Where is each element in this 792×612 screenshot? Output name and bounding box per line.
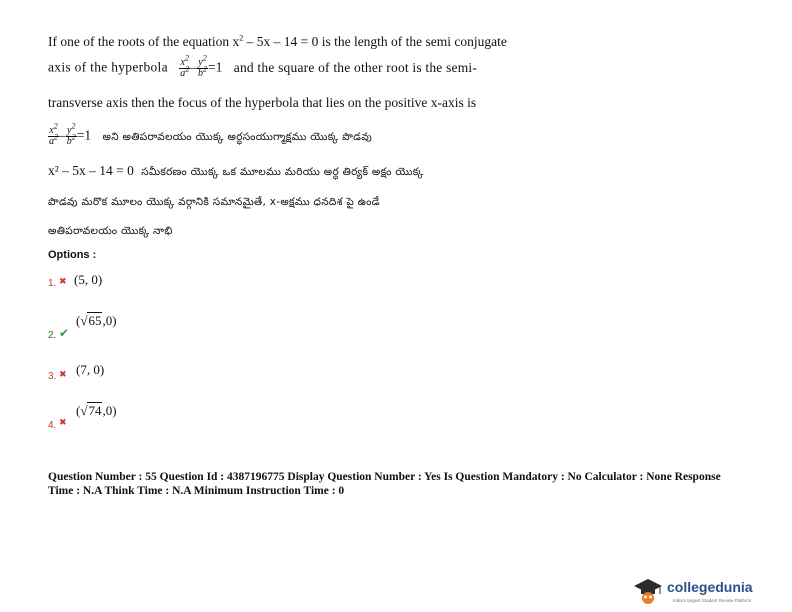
sqrt-sign: √74 (80, 403, 102, 418)
option-4-number: 4. (48, 420, 57, 431)
collegedunia-logo[interactable] (633, 575, 783, 607)
wrong-icon: ✖ (59, 370, 67, 380)
wrong-icon: ✖ (59, 418, 67, 428)
correct-check-icon: ✔ (59, 326, 70, 340)
sqrt-sign: √65 (80, 313, 102, 328)
fraction-x2-a2: $\frac{x^2}{a^2}$ (180, 53, 190, 79)
options-heading: Options : (48, 249, 97, 261)
option-4-value: (√74,0) (76, 403, 117, 418)
graduation-cap-icon (633, 577, 663, 605)
telugu-line-4: అతిపరావలయం యొక్క నాభి (48, 225, 173, 237)
option-2-value: (√65,0) (76, 313, 117, 328)
option-1-value: (5, 0) (74, 272, 103, 287)
option-3-number: 3. (48, 371, 57, 382)
telugu-line-1: $\frac{x^2}{a^2}$ – $\frac{y^2}{b^2}$ =1 అని అతిపరావలయం యొక్క అర్ధసంయుగ్మాక్షము యొక్క పొడవు (49, 121, 373, 147)
meta-line-2: Time : N.A Think Time : N.A Minimum Instruction Time : 0 (48, 485, 345, 497)
meta-line-1: Question Number : 55 Question Id : 4387196775 Display Question Number : Yes Is Question Mandatory : No Calculator : None Response (48, 471, 721, 483)
question-line-2: axis of the hyperbola $\frac{x^2}{a^2}$ – $\frac{y^2}{b^2}$ =1 and the square of the other root is the semi- (48, 53, 478, 79)
logo-wordmark: collegedunia (667, 579, 753, 595)
question-meta (48, 470, 768, 498)
fraction-x2-a2-te: $\frac{x^2}{a^2}$ (49, 121, 58, 147)
option-4[interactable] (48, 402, 168, 434)
option-3[interactable] (48, 360, 168, 382)
telugu-line-3: పొడవు మరొక మూలం యొక్క వర్గానికి సమానమైతే, x-అక్షము ధనదిశ పై ఉండే (48, 196, 380, 208)
option-2-number: 2. (48, 330, 57, 341)
option-1[interactable] (48, 270, 168, 292)
option-2[interactable] (48, 312, 168, 344)
question-line-3: transverse axis then the focus of the hyperbola that lies on the positive x-axis is (48, 95, 477, 110)
question-line-1: If one of the roots of the equation $x^2 - 5x - 14 = 0$ is the length of the semi conjugate (48, 33, 507, 49)
fraction-y2-b2: $\frac{y^2}{b^2}$ (198, 53, 208, 79)
wrong-icon: ✖ (59, 277, 67, 287)
telugu-line-2: x² – 5x – 14 = 0 సమీకరణం యొక్క ఒక మూలము మరియు అర్ధ తిర్యక్ అక్షం యొక్క (48, 163, 424, 178)
option-1-number: 1. (48, 278, 57, 289)
logo-tagline: India's largest Student Review Platform (673, 598, 752, 603)
option-3-value: (7, 0) (76, 362, 105, 377)
fraction-y2-b2-te: $\frac{y^2}{b^2}$ (66, 121, 76, 147)
